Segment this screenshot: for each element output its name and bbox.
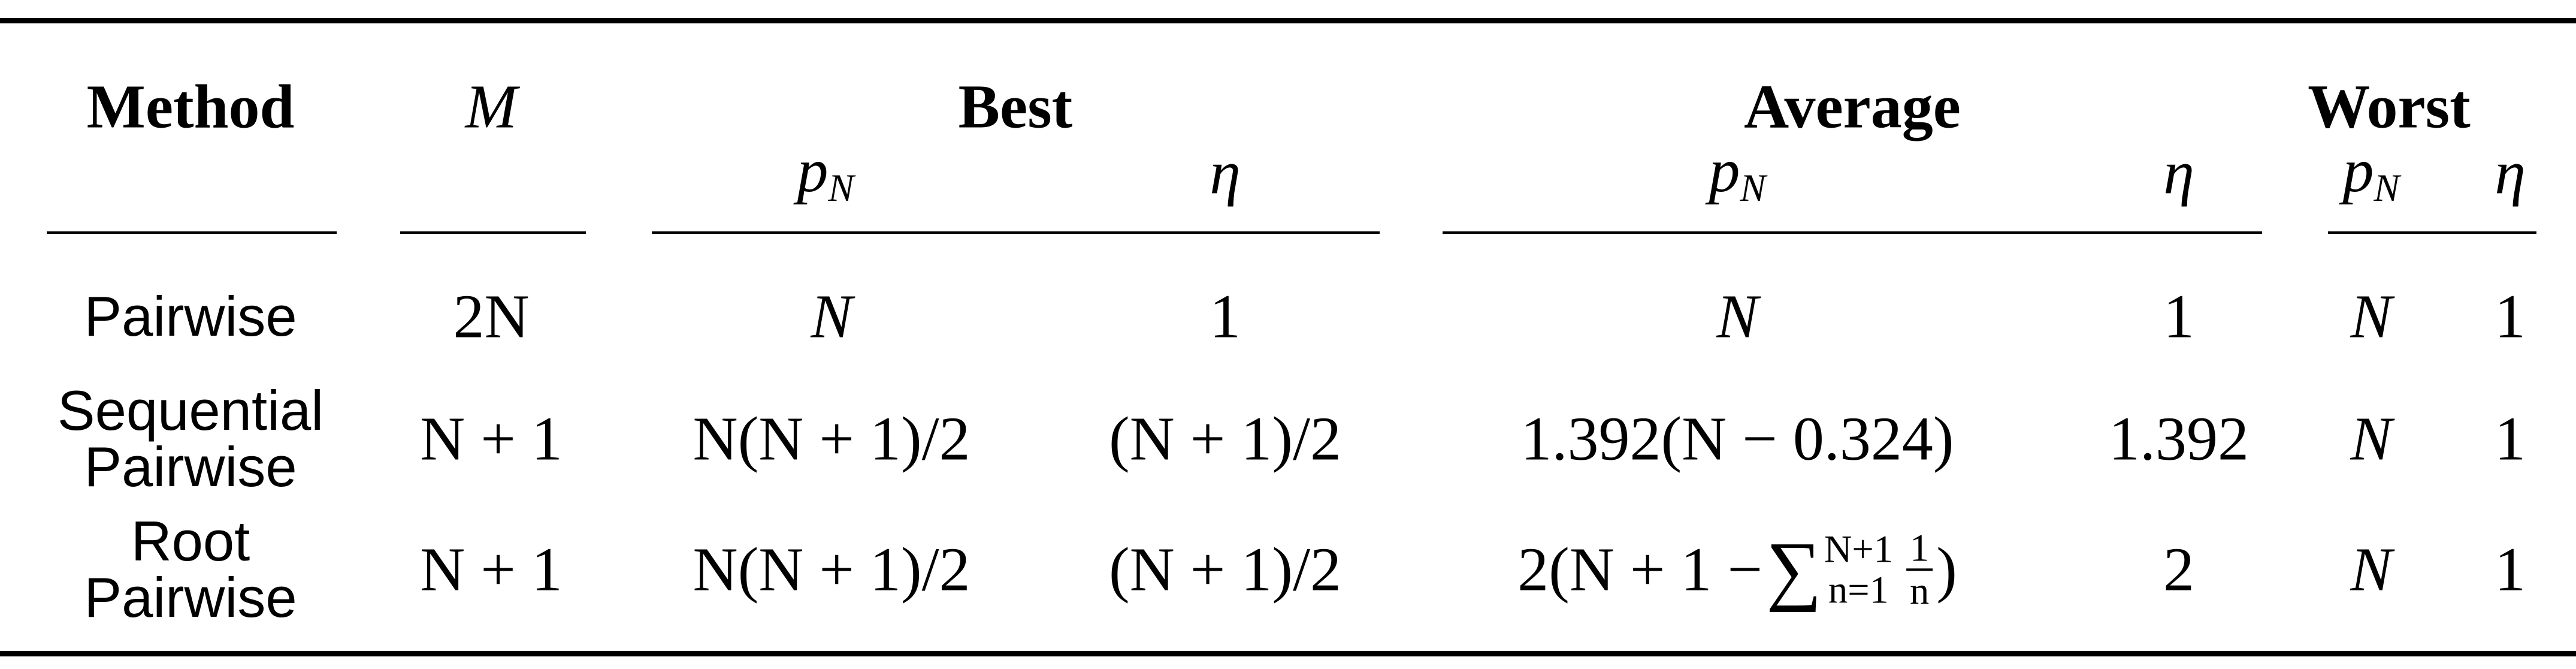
row-best-eta: (N + 1)/2	[1109, 404, 1341, 474]
row-method: Root Pairwise	[84, 510, 297, 629]
row-method: Sequential Pairwise	[57, 379, 324, 498]
row-best-pn: N	[811, 282, 852, 351]
subheader-average-pn: pN	[1709, 135, 1766, 210]
header-rule-method	[47, 231, 337, 234]
row-best-eta: 1	[1210, 282, 1241, 351]
header-worst: Worst	[2308, 72, 2471, 141]
subheader-worst-eta: η	[2495, 138, 2526, 207]
summation-symbol: ∑	[1766, 526, 1822, 613]
row-m: N + 1	[420, 404, 563, 474]
header-m: M	[465, 72, 518, 141]
header-rule-m	[400, 231, 586, 234]
row-worst-eta: 1	[2495, 404, 2526, 474]
header-rule-average	[1443, 231, 2262, 234]
row-average-pn: 1.392(N − 0.324)	[1520, 404, 1954, 474]
row-worst-pn: N	[2350, 282, 2392, 351]
row-best-pn: N(N + 1)/2	[693, 535, 970, 604]
row-average-eta: 2	[2163, 535, 2194, 604]
subheader-worst-pn: pN	[2342, 135, 2400, 210]
header-average: Average	[1744, 72, 1961, 141]
row-average-eta: 1.392	[2109, 404, 2249, 474]
header-best: Best	[958, 72, 1073, 141]
header-method: Method	[86, 72, 295, 141]
row-m: 2N	[453, 282, 530, 351]
row-worst-pn: N	[2350, 535, 2392, 604]
subheader-best-eta: η	[1210, 138, 1241, 207]
row-m: N + 1	[420, 535, 563, 604]
row-best-eta: (N + 1)/2	[1109, 535, 1341, 604]
row-average-pn: N	[1716, 282, 1758, 351]
subheader-best-pn: pN	[797, 135, 854, 210]
row-method: Pairwise	[84, 285, 297, 348]
fraction: $\frac{1}{n}$	[1906, 528, 1933, 611]
row-average-eta: 1	[2163, 282, 2194, 351]
header-rule-best	[652, 231, 1380, 234]
subheader-average-eta: η	[2163, 138, 2194, 207]
bottom-rule	[0, 651, 2576, 656]
row-worst-eta: 1	[2495, 535, 2526, 604]
header-rule-worst	[2328, 231, 2536, 234]
row-worst-eta: 1	[2495, 282, 2526, 351]
top-rule	[0, 18, 2576, 23]
row-worst-pn: N	[2350, 404, 2392, 474]
row-average-pn: 2(N + 1 − ∑ N+1 n=1 $\frac{1}{n}$ )	[1517, 526, 1957, 613]
row-best-pn: N(N + 1)/2	[693, 404, 970, 474]
